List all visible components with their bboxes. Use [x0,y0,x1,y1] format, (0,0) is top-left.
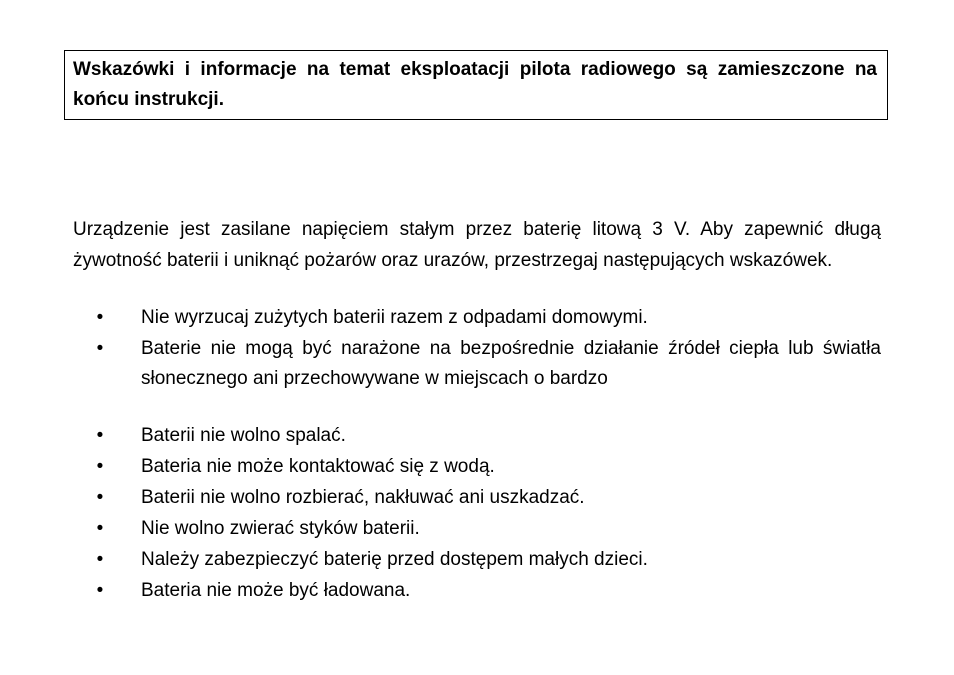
bullet-icon: • [96,549,104,570]
list-item [73,303,881,333]
notice-text: Wskazówki i informacje na temat eksploatacji pilota radiowego są zamieszczone na końcu instrukcji. [73,59,877,110]
list-item [73,452,881,482]
list-item-text: Bateria nie może kontaktować się z wodą. [141,456,495,477]
bullet-icon: • [96,307,104,328]
bullet-icon: • [96,425,104,446]
list-item [73,483,881,513]
list-item-text: Baterii nie wolno rozbierać, nakłuwać ani uszkadzać. [141,487,585,508]
battery-safety-list [73,303,881,607]
bullet-icon: • [96,456,104,477]
list-item-text: Nie wolno zwierać styków baterii. [141,518,420,539]
list-item-text: Należy zabezpieczyć baterię przed dostępem małych dzieci. [141,549,648,570]
list-item [73,545,881,575]
notice-box [64,50,888,120]
list-item-text: Nie wyrzucaj zużytych baterii razem z odpadami domowymi. [141,307,648,328]
bullet-icon: • [96,518,104,539]
list-item-text: Bateria nie może być ładowana. [141,580,411,601]
list-item [73,421,881,451]
bullet-icon: • [96,338,104,359]
list-item [73,576,881,606]
bullet-icon: • [96,487,104,508]
list-item [73,514,881,544]
list-item-text: Baterii nie wolno spalać. [141,425,346,446]
list-item [73,334,881,394]
intro-paragraph: Urządzenie jest zasilane napięciem stałym przez baterię litową 3 V. Aby zapewnić długą żywotność baterii i uniknąć pożarów oraz urazów, przestrzegaj następujących wskazówek. [73,219,881,271]
bullet-icon: • [96,580,104,601]
list-item-text: Baterie nie mogą być narażone na bezpośrednie działanie źródeł ciepła lub światła słonecznego ani przechowywane w miejscach o bardzo [141,338,881,389]
